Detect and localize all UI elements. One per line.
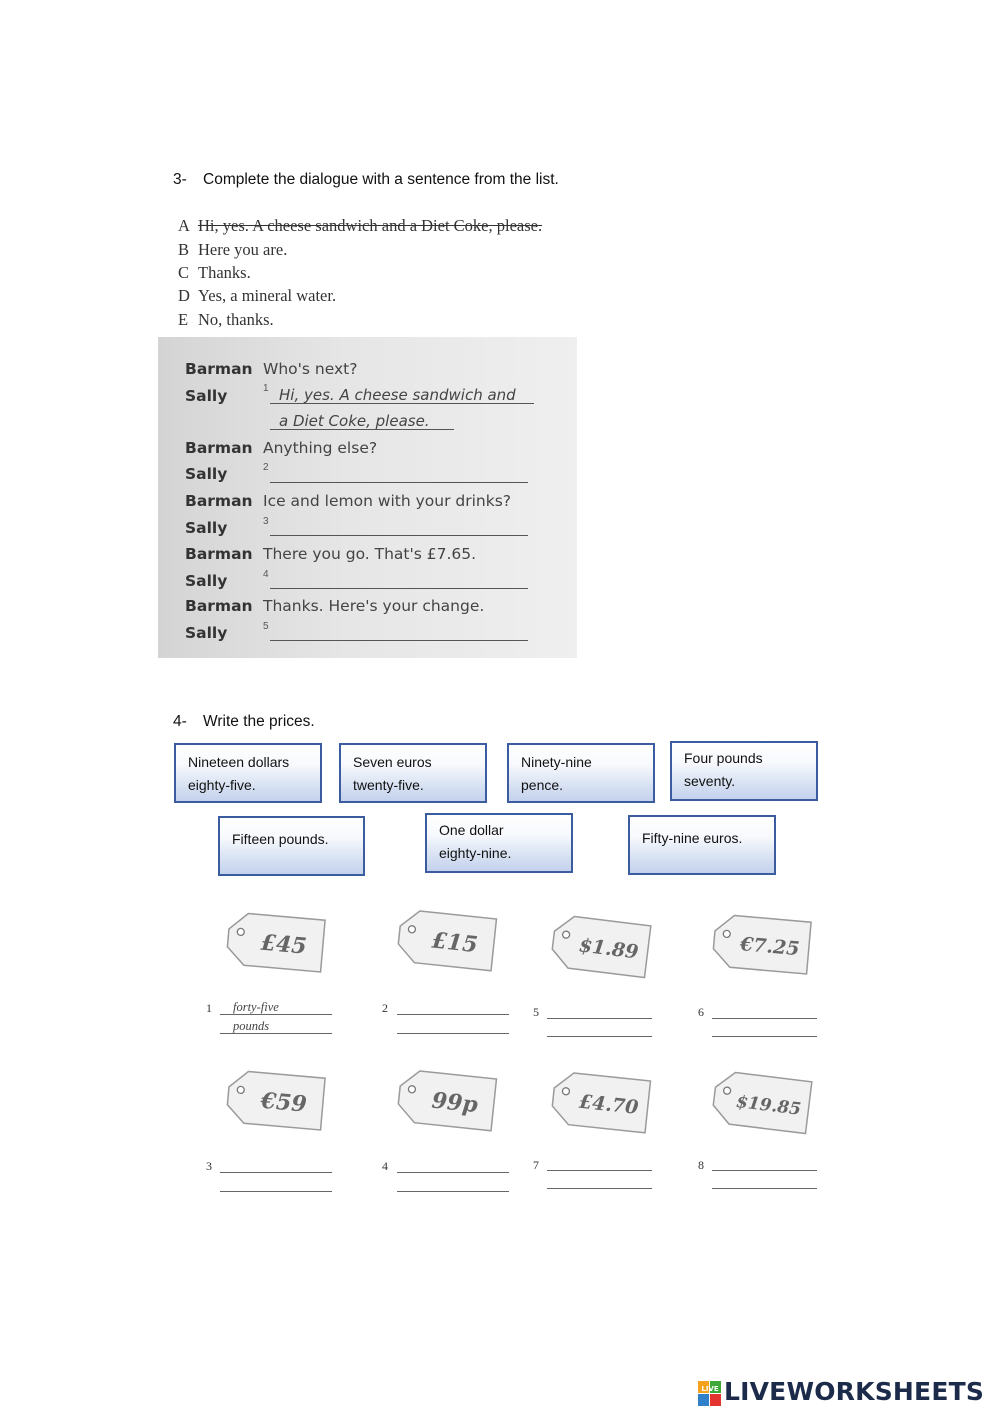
- option-a: [178, 216, 542, 236]
- answer-blank-tag-2-line2[interactable]: [397, 1033, 509, 1034]
- word-box-text: Fifty-nine euros.: [642, 830, 743, 846]
- example-answer: forty-five: [233, 1000, 279, 1014]
- exercise-instruction: Write the prices.: [203, 713, 315, 730]
- word-box-text: eighty-five.: [188, 777, 256, 793]
- speaker-sally: Sally: [185, 465, 228, 483]
- option-letter: D: [178, 286, 190, 305]
- option-letter: B: [178, 240, 190, 259]
- question-number: 2: [382, 1001, 388, 1015]
- price-tag-1: [226, 913, 326, 971]
- question-number: 5: [533, 1005, 539, 1019]
- liveworksheets-logo-icon: [698, 1381, 722, 1407]
- speaker-sally: Sally: [185, 572, 228, 590]
- answer-blank-tag-8[interactable]: [712, 1170, 817, 1171]
- exercise-4-heading: [173, 713, 315, 731]
- question-number: 1: [206, 1001, 212, 1015]
- dialogue-line: Who's next?: [263, 360, 358, 378]
- answer-blank-tag-8-line2[interactable]: [712, 1188, 817, 1189]
- price-text: $19.85: [735, 1091, 803, 1120]
- word-box-text: One dollar: [439, 822, 504, 838]
- answer-blank-tag-4-line2[interactable]: [397, 1191, 509, 1192]
- liveworksheets-logo[interactable]: [698, 1379, 992, 1409]
- dialogue-line: Anything else?: [263, 439, 378, 457]
- word-box-seven-euros[interactable]: [339, 743, 487, 803]
- answer-blank-4[interactable]: [270, 588, 528, 589]
- example-answer-line2: a Diet Coke, please.: [279, 412, 430, 430]
- speaker-barman: Barman: [185, 545, 253, 563]
- speaker-barman: Barman: [185, 360, 253, 378]
- price-text: £45: [259, 929, 308, 960]
- word-box-text: Fifteen pounds.: [232, 831, 329, 847]
- answer-underline: [270, 429, 454, 430]
- answer-underline: [270, 403, 534, 404]
- option-text: Yes, a mineral water.: [198, 286, 337, 305]
- answer-blank-3[interactable]: [270, 535, 528, 536]
- exercise-number: 4-: [173, 713, 187, 730]
- price-tag-5: [551, 917, 651, 975]
- option-letter: C: [178, 263, 190, 282]
- speaker-sally: Sally: [185, 387, 228, 405]
- word-box-ninety-nine-pence[interactable]: [507, 743, 655, 803]
- price-text: 99p: [430, 1087, 479, 1119]
- logo-text: LIVEWORKSHEETS: [724, 1377, 985, 1406]
- answer-blank-tag-7-line2[interactable]: [547, 1188, 652, 1189]
- speaker-barman: Barman: [185, 492, 253, 510]
- option-b: [178, 240, 287, 260]
- option-e: [178, 310, 274, 330]
- exercise-number: 3-: [173, 171, 187, 188]
- word-box-one-dollar[interactable]: [425, 813, 573, 873]
- word-box-text: pence.: [521, 777, 564, 793]
- price-text: €59: [259, 1087, 308, 1118]
- price-tag-4: [397, 1071, 497, 1129]
- word-box-text: eighty-nine.: [439, 845, 512, 861]
- speaker-barman: Barman: [185, 597, 253, 615]
- answer-blank-tag-5-line2[interactable]: [547, 1036, 652, 1037]
- word-box-text: seventy.: [684, 773, 736, 789]
- answer-line: [220, 1033, 332, 1034]
- price-text: $1.89: [577, 934, 640, 964]
- word-box-text: twenty-five.: [353, 777, 424, 793]
- option-letter: A: [178, 216, 190, 235]
- answer-blank-tag-2[interactable]: [397, 1014, 509, 1015]
- answer-blank-tag-6[interactable]: [712, 1018, 817, 1019]
- word-box-four-pounds[interactable]: [670, 741, 818, 801]
- price-tag-2: [397, 911, 497, 969]
- blank-number: 4: [263, 569, 269, 580]
- price-text: €7.25: [739, 933, 801, 961]
- blank-number: 1: [263, 383, 269, 394]
- answer-blank-5[interactable]: [270, 640, 528, 641]
- word-box-text: Seven euros: [353, 754, 432, 770]
- option-c: [178, 263, 251, 283]
- option-text: Hi, yes. A cheese sandwich and a Diet Coke, please.: [198, 216, 543, 235]
- blank-number: 3: [263, 516, 269, 527]
- option-text: Here you are.: [198, 240, 288, 259]
- option-d: [178, 286, 336, 306]
- option-letter: E: [178, 310, 189, 329]
- speaker-sally: Sally: [185, 519, 228, 537]
- blank-number: 2: [263, 462, 269, 473]
- exercise-instruction: Complete the dialogue with a sentence from the list.: [203, 171, 559, 188]
- question-number: 8: [698, 1158, 704, 1172]
- question-number: 7: [533, 1158, 539, 1172]
- example-answer: pounds: [233, 1019, 270, 1033]
- word-box-text: Nineteen dollars: [188, 754, 290, 770]
- answer-blank-tag-3[interactable]: [220, 1172, 332, 1173]
- word-box-text: Ninety-nine: [521, 754, 592, 770]
- question-number: 3: [206, 1159, 212, 1173]
- word-box-fifty-nine-euros[interactable]: [628, 815, 776, 875]
- answer-blank-tag-6-line2[interactable]: [712, 1036, 817, 1037]
- price-tag-6: [712, 915, 812, 973]
- option-text: Thanks.: [198, 263, 251, 282]
- answer-blank-tag-5[interactable]: [547, 1018, 652, 1019]
- question-number: 6: [698, 1005, 704, 1019]
- price-tag-8: [712, 1073, 812, 1131]
- dialogue-line: Thanks. Here's your change.: [263, 597, 485, 615]
- logo-mark-text: LIVE: [701, 1385, 719, 1393]
- question-number: 4: [382, 1159, 388, 1173]
- answer-blank-tag-4[interactable]: [397, 1172, 509, 1173]
- answer-blank-tag-7[interactable]: [547, 1170, 652, 1171]
- answer-blank-tag-3-line2[interactable]: [220, 1191, 332, 1192]
- price-text: £4.70: [578, 1090, 640, 1119]
- exercise-3-heading: [173, 171, 559, 189]
- word-box-nineteen-dollars[interactable]: [174, 743, 322, 803]
- price-tag-3: [226, 1071, 326, 1129]
- speaker-sally: Sally: [185, 624, 228, 642]
- speaker-barman: Barman: [185, 439, 253, 457]
- price-text: £15: [430, 927, 479, 959]
- word-box-fifteen-pounds[interactable]: [218, 816, 365, 876]
- option-text: No, thanks.: [198, 310, 274, 329]
- answer-line: [220, 1014, 332, 1015]
- dialogue-line: There you go. That's £7.65.: [263, 545, 477, 563]
- blank-number: 5: [263, 621, 269, 632]
- price-tag-7: [551, 1073, 651, 1131]
- answer-blank-2[interactable]: [270, 482, 528, 483]
- example-answer-line1: Hi, yes. A cheese sandwich and: [279, 386, 516, 404]
- word-box-text: Four pounds: [684, 750, 763, 766]
- dialogue-line: Ice and lemon with your drinks?: [263, 492, 512, 510]
